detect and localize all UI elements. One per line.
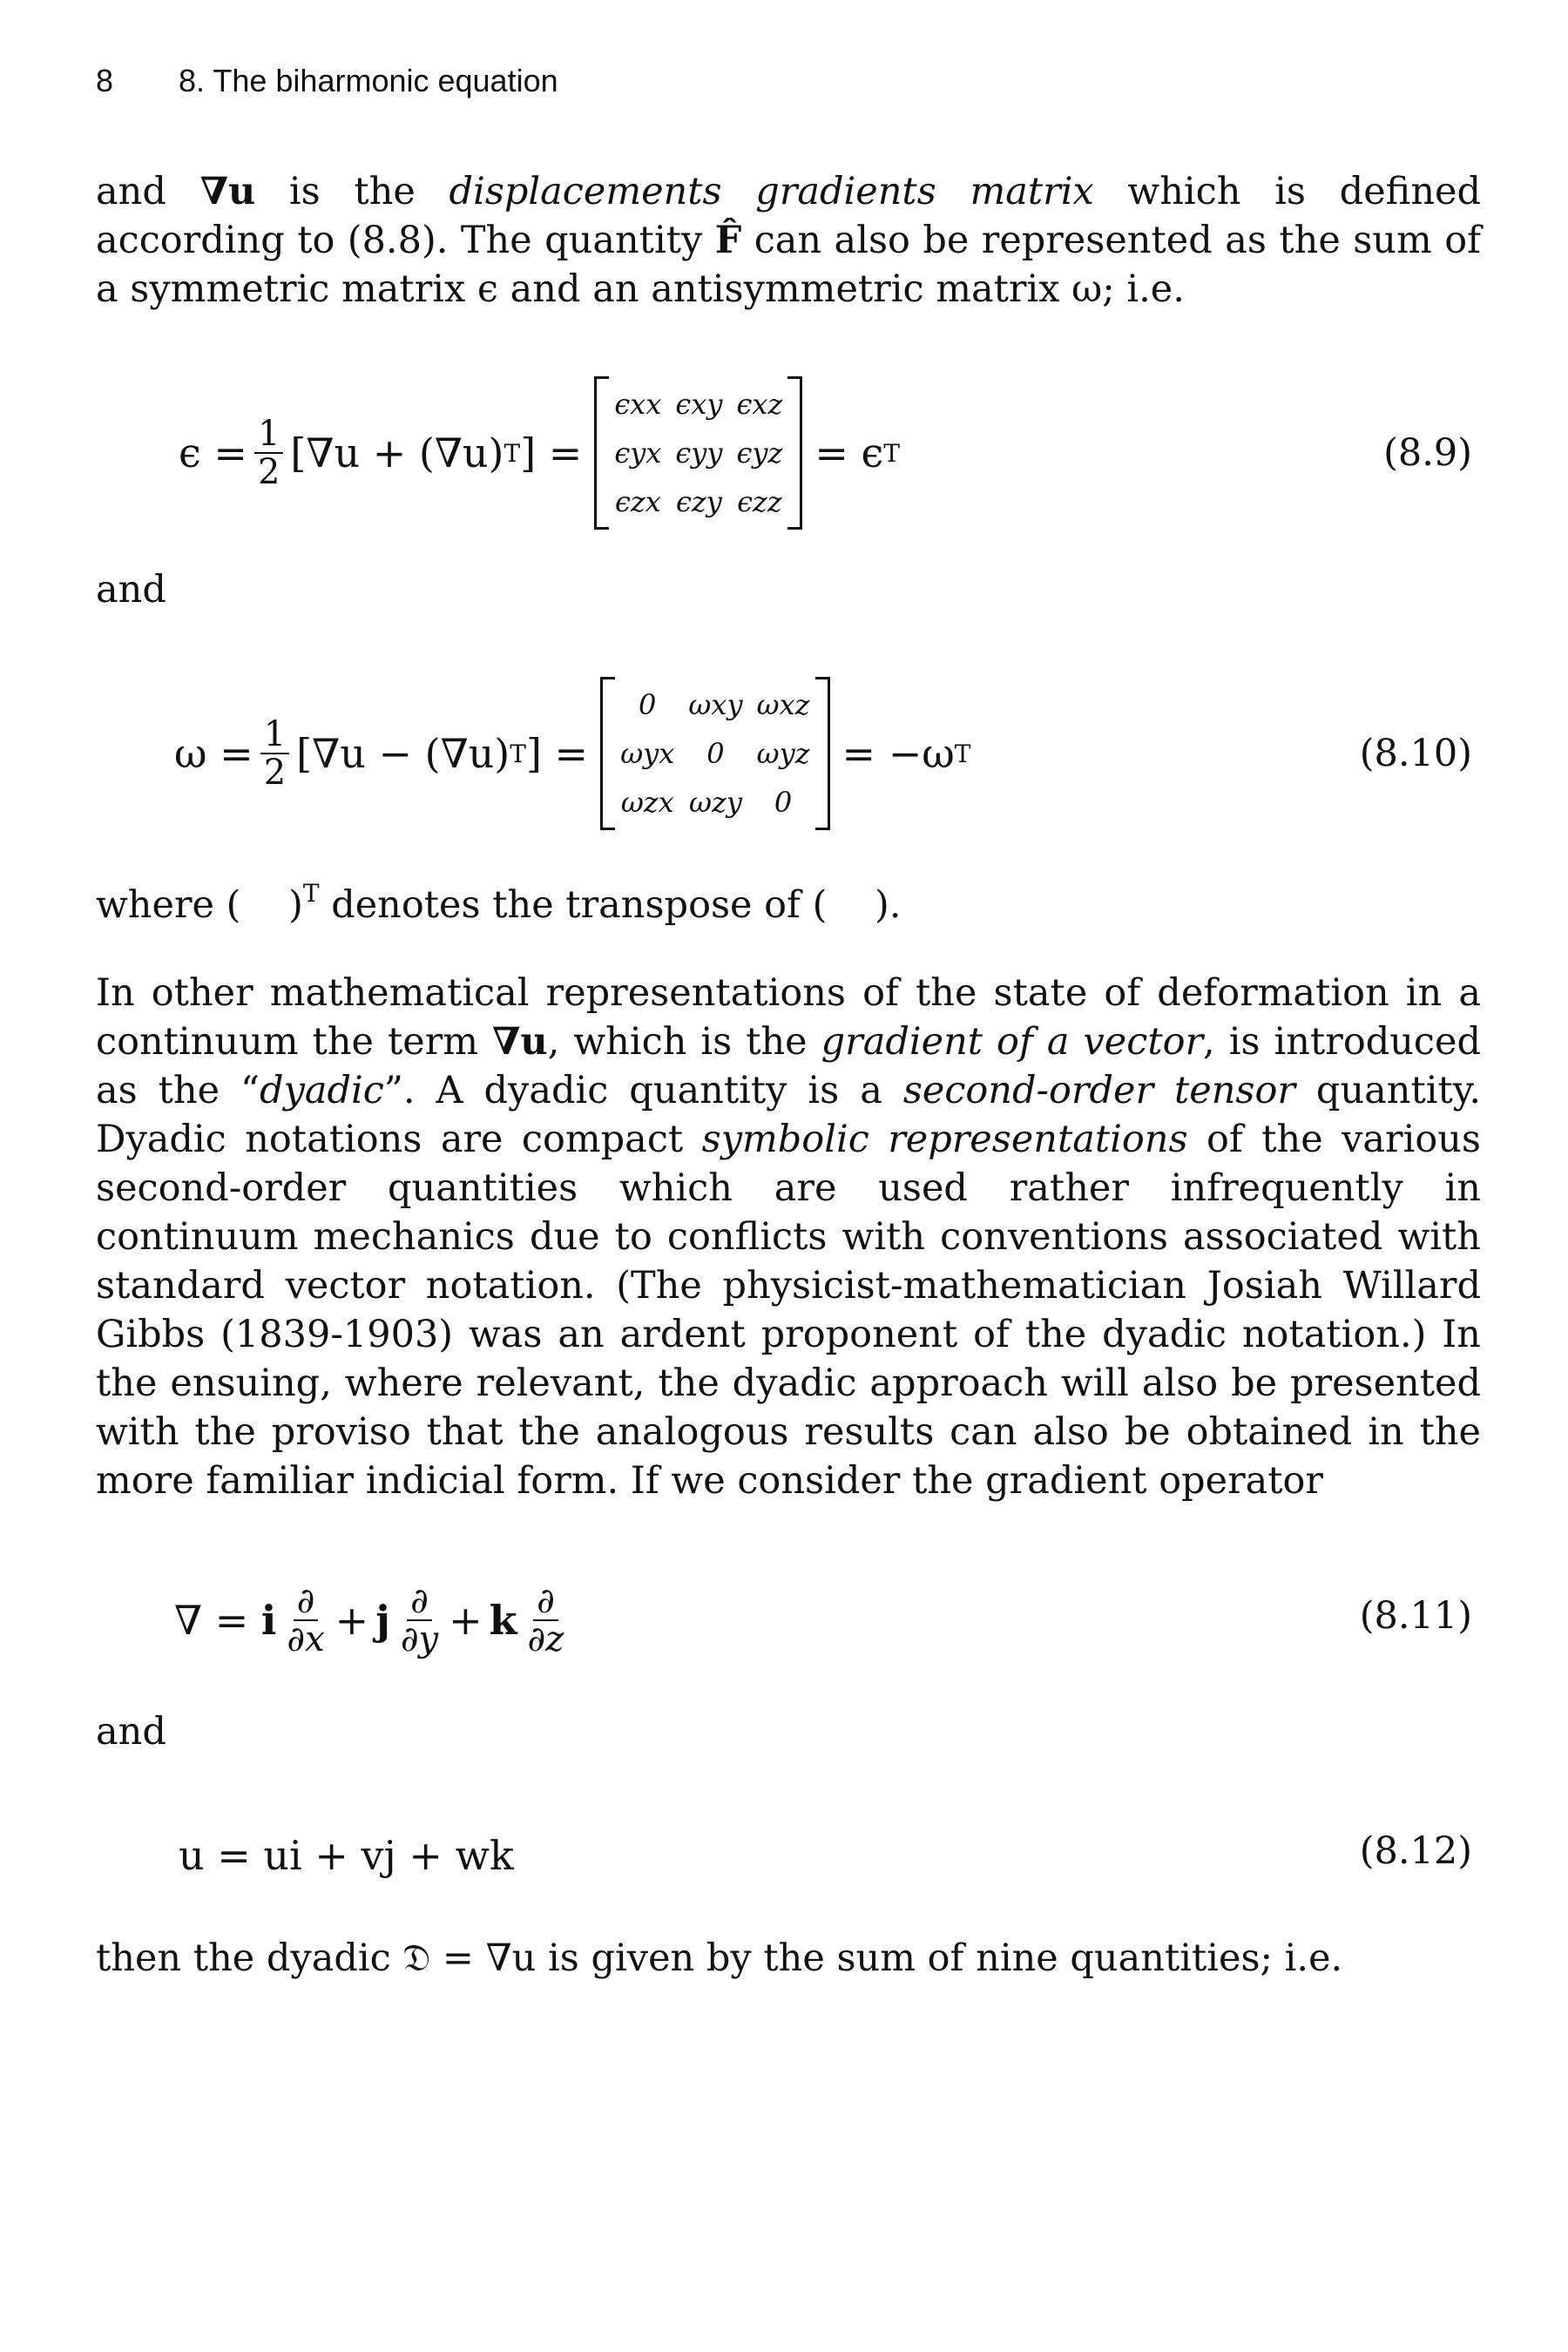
intro-text-d: can also be represented as the sum of a symmetric matrix ϵ and an antisymmetric matrix ω; i.e. bbox=[96, 219, 1481, 311]
connector-and-1: and bbox=[96, 568, 166, 612]
F-hat-symbol: F̂ bbox=[714, 219, 742, 262]
eq-8-10-fraction bbox=[260, 716, 289, 791]
running-header: 8. The biharmonic equation bbox=[179, 63, 558, 98]
body-second-order-tensor: second-order tensor bbox=[902, 1069, 1295, 1112]
eq-8-9-lhs: ϵ = bbox=[179, 429, 247, 476]
intro-text-b: is the bbox=[255, 170, 449, 213]
matrix-cell: ϵyx bbox=[614, 436, 662, 470]
connector-and-2: and bbox=[96, 1710, 166, 1754]
equation-8-11-body bbox=[174, 1559, 574, 1681]
eq-8-9-mid-sup: T bbox=[504, 438, 521, 468]
displacement-gradients-term: displacements gradients matrix bbox=[449, 170, 1094, 213]
equation-8-11 bbox=[0, 1559, 1568, 1681]
plus-sign: + bbox=[449, 1597, 483, 1644]
unit-vector-k: k bbox=[489, 1597, 517, 1644]
transpose-note bbox=[96, 869, 1481, 929]
matrix-cell: ωxy bbox=[688, 688, 743, 721]
eq-8-9-frac-num: 1 bbox=[254, 416, 283, 454]
eq-8-9-frac-den: 2 bbox=[257, 452, 280, 492]
equation-number-8-11: (8.11) bbox=[1359, 1594, 1472, 1638]
body-nabla-u: ∇u bbox=[492, 1020, 548, 1064]
matrix-cell: 0 bbox=[706, 737, 725, 770]
matrix-cell: ωzy bbox=[688, 786, 742, 819]
matrix-cell: ωyx bbox=[620, 737, 675, 770]
matrix-cell: ωxz bbox=[756, 688, 810, 721]
eq-8-10-mid: [∇u − (∇u) bbox=[296, 730, 510, 777]
partial-x: ∂x bbox=[287, 1619, 325, 1659]
dyadic-paragraph bbox=[96, 969, 1481, 1505]
eq-8-10-rhs: = −ω bbox=[841, 730, 955, 777]
body-s3: , is introduced as the “ bbox=[96, 1020, 1481, 1112]
equation-number-8-9: (8.9) bbox=[1383, 431, 1472, 475]
body-gradient-of-vector: gradient of a vector bbox=[821, 1020, 1204, 1064]
eq-8-11-lhs: ∇ = bbox=[174, 1597, 261, 1644]
partial-x-fraction bbox=[283, 1583, 328, 1658]
closing-sentence: then the dyadic 𝔇 = ∇u is given by the sum of nine quantities; i.e. bbox=[96, 1936, 1343, 1980]
equation-8-9-body bbox=[179, 370, 900, 536]
matrix-cell: ϵyy bbox=[675, 436, 723, 470]
unit-vector-j: j bbox=[375, 1597, 390, 1644]
partial-y: ∂y bbox=[400, 1619, 439, 1659]
matrix-cell: ϵzz bbox=[737, 485, 782, 518]
body-s2: , which is the bbox=[547, 1020, 821, 1064]
eq-8-9-bracket-left bbox=[594, 376, 609, 530]
page-number: 8 bbox=[96, 63, 114, 98]
eq-8-9-rhs-sup: T bbox=[883, 438, 900, 468]
eq-8-10-rhs-sup: T bbox=[954, 739, 971, 768]
body-s1: In other mathematical representations of the state of deformation in a continuum the term bbox=[96, 971, 1481, 1064]
eq-8-10-bracket-left bbox=[600, 677, 615, 830]
body-s5: quantity. Dyadic notations are compact bbox=[96, 1069, 1482, 1161]
plus-sign: + bbox=[335, 1597, 369, 1644]
body-s6: of the various second-order quantities which are used rather infrequently in continuum mechanics due to conflicts with conventions associated with standard vector notation. (The physicist-mathematician Josiah Willard Gibbs (1839-1903) was an ardent proponent of the dyadic notation.) In the ensuing, where relevant, the dyadic approach will also be presented with the proviso that the analogous results can also be obtained in the more familiar indicial form. If we consider the gradient operator bbox=[96, 1118, 1482, 1503]
matrix-cell: ϵzy bbox=[675, 485, 722, 518]
eq-8-10-lhs: ω = bbox=[174, 730, 253, 777]
eq-8-9-fraction bbox=[254, 416, 283, 490]
eq-8-9-mid: [∇u + (∇u) bbox=[290, 429, 504, 476]
equation-number-8-10: (8.10) bbox=[1359, 732, 1472, 775]
eq-8-10-frac-num: 1 bbox=[260, 716, 289, 754]
eq-8-10-mid-sup: T bbox=[510, 739, 526, 768]
equation-8-9 bbox=[0, 370, 1568, 536]
body-dyadic: dyadic bbox=[260, 1069, 384, 1112]
partial-z: ∂z bbox=[527, 1619, 564, 1659]
transpose-note-b: denotes the transpose of ( ). bbox=[319, 883, 902, 927]
transpose-note-sup: T bbox=[302, 879, 320, 908]
intro-text-c: which is defined according to (8.8). The quantity bbox=[96, 170, 1481, 262]
partial-z-fraction bbox=[524, 1583, 568, 1658]
body-s4: ”. A dyadic quantity is a bbox=[383, 1069, 903, 1112]
body-symbolic-representations: symbolic representations bbox=[701, 1118, 1188, 1161]
matrix-cell: ϵxy bbox=[675, 388, 723, 421]
equation-8-10 bbox=[0, 671, 1568, 836]
equation-8-12-body: u = ui + vj + wk bbox=[179, 1832, 514, 1879]
equation-number-8-12: (8.12) bbox=[1359, 1829, 1472, 1873]
eq-8-9-mid-end: ] = bbox=[520, 429, 583, 476]
eq-8-9-bracket-right bbox=[787, 376, 802, 530]
eq-8-10-bracket-right bbox=[815, 677, 830, 830]
transpose-note-a: where ( ) bbox=[96, 883, 303, 927]
strain-matrix bbox=[614, 382, 782, 524]
eq-8-9-rhs: = ϵ bbox=[814, 429, 884, 476]
unit-vector-i: i bbox=[260, 1597, 277, 1644]
matrix-cell: ωyz bbox=[756, 737, 810, 770]
equation-8-10-body bbox=[174, 671, 970, 836]
matrix-cell: ωzx bbox=[620, 786, 674, 819]
matrix-cell: ϵyz bbox=[736, 436, 783, 470]
intro-paragraph bbox=[96, 167, 1481, 314]
matrix-cell: 0 bbox=[774, 786, 793, 819]
nabla-u-symbol: ∇u bbox=[199, 170, 256, 213]
eq-8-10-mid-end: ] = bbox=[525, 730, 589, 777]
partial-symbol: ∂ bbox=[407, 1583, 432, 1621]
partial-symbol: ∂ bbox=[533, 1583, 558, 1621]
matrix-cell: 0 bbox=[639, 688, 657, 721]
matrix-cell: ϵzx bbox=[614, 485, 661, 518]
partial-symbol: ∂ bbox=[294, 1583, 319, 1621]
matrix-cell: ϵxx bbox=[614, 388, 662, 421]
equation-8-12 bbox=[0, 1821, 1568, 1890]
intro-text-a: and bbox=[96, 170, 200, 213]
matrix-cell: ϵxz bbox=[736, 388, 783, 421]
partial-y-fraction bbox=[397, 1583, 442, 1658]
rotation-matrix bbox=[620, 682, 809, 825]
eq-8-10-frac-den: 2 bbox=[263, 753, 287, 793]
